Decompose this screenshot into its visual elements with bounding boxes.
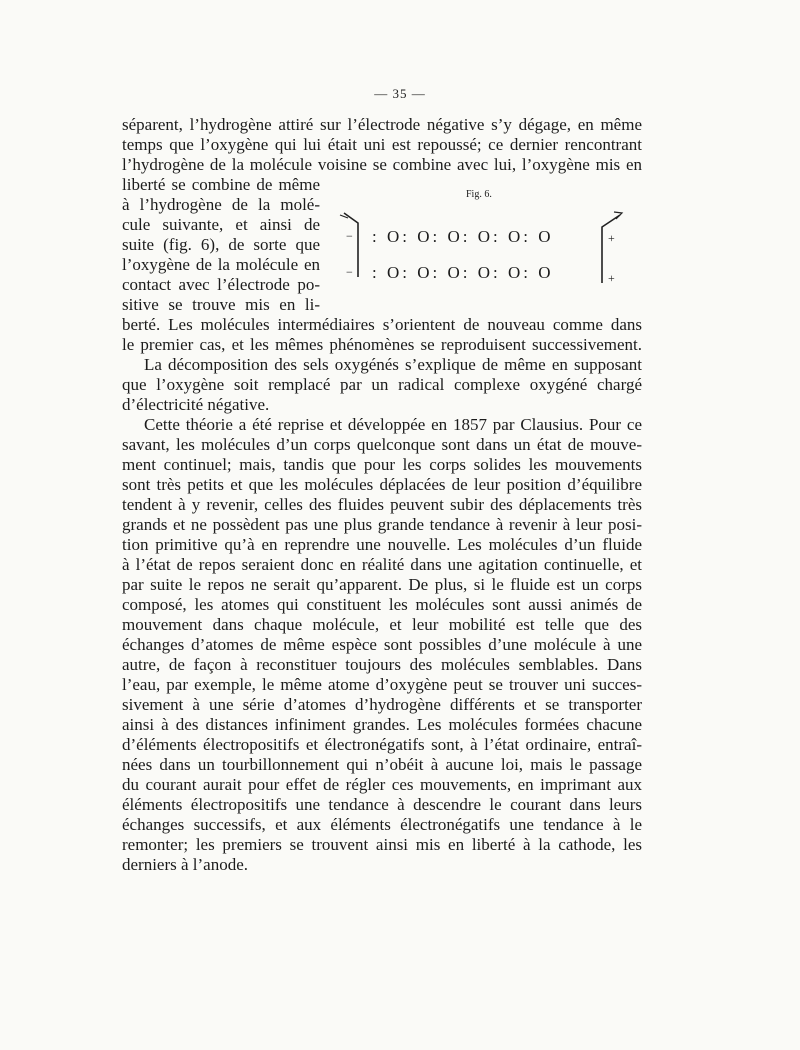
text-line: échanges successifs, et aux éléments électronégatifs une tendance à le [122,815,642,834]
text-line: nées dans un tourbillonnement qui n’obéit à aucune loi, mais le passage [122,755,642,774]
text-line: tion primitive qu’à en reprendre une nouvelle. Les molécules d’un fluide [122,535,642,554]
negative-sign-2: − [346,265,353,279]
text-line: séparent, l’hydrogène attiré sur l’électrode négative s’y dégage, en même [122,115,642,134]
text-line: suite (fig. 6), de sorte que [122,235,320,254]
positive-sign-1: + [608,231,615,245]
figure-6 [330,185,640,305]
text-line: autre, de façon à reconstituer toujours des molécules semblables. Dans [122,655,642,674]
text-line: l’oxygène de la molécule en [122,255,320,274]
text-line: tendent à y revenir, celles des fluides peuvent subir des déplacements très [122,495,642,514]
text-line: ment continuel; mais, tandis que pour les corps solides les mouvements [122,455,642,474]
text-line: à l’hydrogène de la molé- [122,195,320,214]
text-line: grands et ne possèdent pas une plus grande tendance à revenir à leur posi- [122,515,642,534]
molecule-row-1: : O: O: O: O: O: O [372,227,554,246]
text-line: berté. Les molécules intermédiaires s’orientent de nouveau comme dans [122,315,642,334]
text-line: éléments électropositifs une tendance à descendre le courant dans leurs [122,795,642,814]
text-line: derniers à l’anode. [122,855,249,874]
text-line: composé, les atomes qui constituent les molécules sont aussi animés de [122,595,642,614]
text-line: le premier cas, et les mêmes phénomènes se reproduisent successivement. [122,335,642,354]
text-line: à l’état de repos seraient donc en réalité dans une agitation continuelle, et [122,555,642,574]
text-line: sont très petits et que les molécules déplacées de leur position d’équilibre [122,475,642,494]
text-line: l’eau, par exemple, le même atome d’oxygène peut se trouver uni succes- [122,675,642,694]
text-line: par suite le repos ne serait qu’apparent. De plus, si le fluide est un corps [122,575,642,594]
text-line: Cette théorie a été reprise et développée en 1857 par Clausius. Pour ce [144,415,642,434]
negative-sign-1: − [346,229,353,243]
text-line: l’hydrogène de la molécule voisine se combine avec lui, l’oxygène mis en [122,155,642,174]
text-line: d’éléments électropositifs et électronégatifs sont, à l’état ordinaire, entraî- [122,735,642,754]
text-line: cule suivante, et ainsi de [122,215,320,234]
text-line: que l’oxygène soit remplacé par un radical complexe oxygéné chargé [122,375,642,394]
text-line: contact avec l’électrode po- [122,275,320,294]
positive-sign-2: + [608,271,615,285]
text-line: La décomposition des sels oxygénés s’explique de même en supposant [144,355,642,374]
text-line: mouvement dans chaque molécule, et leur mobilité est telle que des [122,615,642,634]
text-line: sitive se trouve mis en li- [122,295,320,314]
molecule-row-2: : O: O: O: O: O: O [372,263,554,282]
figure-caption: Fig. 6. [466,189,492,200]
text-line: temps que l’oxygène qui lui était uni est repoussé; ce dernier rencontrant [122,135,642,154]
text-line: liberté se combine de même [122,175,320,194]
text-line: échanges d’atomes de même espèce sont possibles d’une molécule à une [122,635,642,654]
text-line: du courant aurait pour effet de régler ces mouvements, en imprimant aux [122,775,642,794]
text-line: remonter; les premiers se trouvent ainsi mis en liberté à la cathode, les [122,835,642,854]
text-line: ainsi à des distances infiniment grandes. Les molécules formées chacune [122,715,642,734]
text-line: savant, les molécules d’un corps quelconque sont dans un état de mouve- [122,435,642,454]
text-line: sivement à une série d’atomes d’hydrogène différents et se transporter [122,695,642,714]
page-number: — 35 — [374,86,426,101]
text-line: d’électricité négative. [122,395,270,414]
